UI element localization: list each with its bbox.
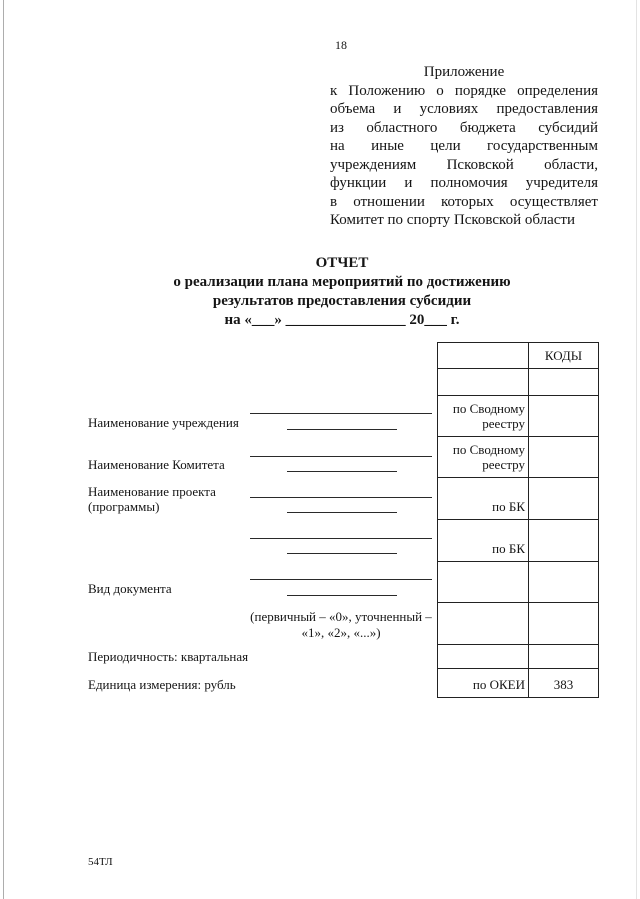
okei-value: 383 [553, 677, 574, 692]
institution-name-line [250, 413, 432, 414]
page-number: 18 [335, 38, 347, 52]
report-heading [140, 254, 544, 330]
document-type-hint: «1», «2», «...») [301, 625, 381, 640]
report-title: ОТЧЕТ [315, 255, 369, 271]
institution-name-subline [287, 429, 397, 430]
committee-name-subline [287, 471, 397, 472]
scan-edge-left [3, 0, 4, 899]
footer-code: 54ТЛ [88, 856, 113, 868]
periodicity-code-cell [529, 645, 599, 669]
document-type-label: Вид документа [88, 581, 172, 596]
appendix-line: учреждениям Псковской области, [330, 156, 598, 173]
code-value-cell [529, 369, 599, 396]
appendix-line: объема и условиях предоставления [330, 101, 598, 117]
project-name-line [250, 497, 432, 498]
project-name-subline [287, 512, 397, 513]
codes-table [437, 342, 599, 698]
report-subtitle-line: о реализации плана мероприятий по достижению [173, 274, 511, 290]
committee-registry-code-cell [529, 437, 599, 478]
scan-edge-right [636, 0, 637, 899]
okei-label: по ОКЕИ [472, 677, 525, 692]
appendix-line: на иные цели государственным [330, 138, 598, 154]
codes-label-cell [438, 520, 529, 562]
unit-label: Единица измерения: рубль [88, 677, 236, 692]
document-type-hint: (первичный – «0», уточненный – [250, 609, 432, 624]
appendix-block [330, 63, 598, 230]
svod-registry-label: по Сводному реестру [452, 442, 525, 472]
codes-label-cell [438, 369, 529, 396]
codes-label-cell [438, 645, 529, 669]
document-type-subline [287, 595, 397, 596]
document-type-line [250, 579, 432, 580]
report-subtitle-line: результатов предоставления субсидии [212, 293, 472, 309]
codes-label-cell [438, 396, 529, 437]
committee-label: Наименование Комитета [88, 457, 225, 472]
bk-label: по БК [492, 499, 525, 514]
document-type-code-cell [529, 562, 599, 603]
codes-header: КОДЫ [529, 343, 599, 369]
project-label-note: (программы) [88, 499, 160, 514]
okei-code-cell [529, 669, 599, 698]
codes-label-cell [438, 669, 529, 698]
periodicity-label: Периодичность: квартальная [88, 649, 249, 664]
appendix-line: функции и полномочия учредителя [330, 175, 598, 191]
codes-label-cell [438, 603, 529, 645]
committee-name-line [250, 456, 432, 457]
project-label: Наименование проекта [88, 484, 216, 499]
bk-code-cell [529, 478, 599, 520]
codes-header-blank-cell [438, 343, 529, 369]
report-date-line: на «___» ________________ 20___ г. [224, 312, 460, 328]
document-version-code-cell [529, 603, 599, 645]
svod-registry-label: по Сводному реестру [452, 401, 525, 431]
blank-fill-line [250, 538, 432, 539]
appendix-line: в отношении которых осуществляет [330, 193, 598, 210]
codes-label-cell [438, 562, 529, 603]
institution-label: Наименование учреждения [88, 415, 239, 430]
blank-fill-subline [287, 553, 397, 554]
appendix-line: Комитет по спорту Псковской области [330, 212, 575, 228]
appendix-title: Приложение [423, 64, 505, 80]
institution-registry-code-cell [529, 396, 599, 437]
codes-label-cell [438, 478, 529, 520]
codes-label-cell [438, 437, 529, 478]
appendix-line: из областного бюджета субсидий [330, 119, 598, 136]
bk-label: по БК [492, 541, 525, 556]
bk-code-cell [529, 520, 599, 562]
appendix-line: к Положению о порядке определения [330, 82, 598, 99]
